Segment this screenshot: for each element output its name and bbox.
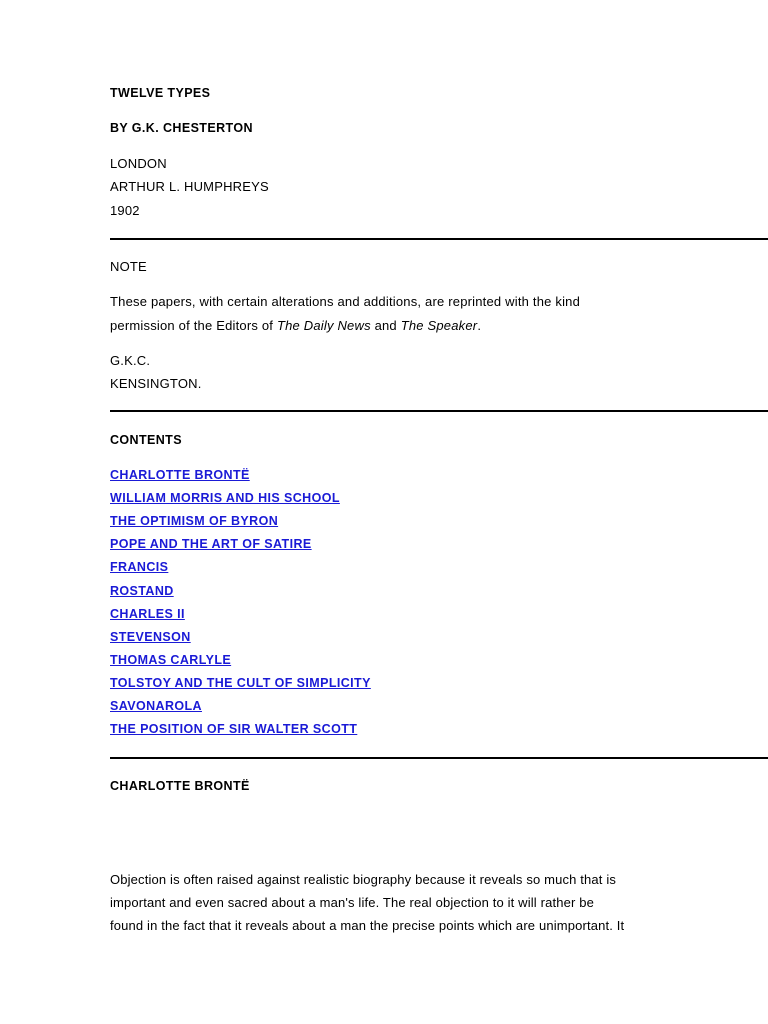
publication-daily-news: The Daily News bbox=[276, 318, 371, 333]
toc-link-optimism-of-byron[interactable]: THE OPTIMISM OF BYRON bbox=[110, 514, 279, 528]
paragraph-line: found in the fact that it reveals about a man the precise points which are unimportant. It bbox=[110, 918, 625, 933]
imprint-year: 1902 bbox=[110, 203, 140, 218]
toc-link-william-morris[interactable]: WILLIAM MORRIS AND HIS SCHOOL bbox=[110, 491, 340, 505]
horizontal-rule bbox=[110, 757, 768, 759]
horizontal-rule bbox=[110, 410, 768, 412]
paragraph-line: Objection is often raised against realistic biography because it reveals so much that is bbox=[110, 872, 617, 887]
author-line: BY G.K. CHESTERTON bbox=[110, 121, 253, 135]
toc-link-charles-ii[interactable]: CHARLES II bbox=[110, 607, 185, 621]
note-heading: NOTE bbox=[110, 259, 147, 274]
note-text-line-1: These papers, with certain alterations and additions, are reprinted with the kind bbox=[110, 294, 581, 309]
imprint-city: LONDON bbox=[110, 156, 167, 171]
note-text-line-2 bbox=[110, 318, 481, 333]
book-title: TWELVE TYPES bbox=[110, 86, 211, 100]
note-text-prefix: permission of the Editors of bbox=[110, 318, 277, 333]
toc-link-tolstoy[interactable]: TOLSTOY AND THE CULT OF SIMPLICITY bbox=[110, 676, 371, 690]
imprint-publisher: ARTHUR L. HUMPHREYS bbox=[110, 179, 269, 194]
toc-link-pope-and-satire[interactable]: POPE AND THE ART OF SATIRE bbox=[110, 537, 312, 551]
chapter-heading: CHARLOTTE BRONTË bbox=[110, 779, 250, 793]
paragraph-line: important and even sacred about a man's life. The real objection to it will rather be bbox=[110, 895, 594, 910]
toc-link-thomas-carlyle[interactable]: THOMAS CARLYLE bbox=[110, 653, 232, 667]
horizontal-rule bbox=[110, 238, 768, 240]
toc-link-savonarola[interactable]: SAVONAROLA bbox=[110, 699, 202, 713]
note-text-suffix: . bbox=[477, 318, 482, 333]
note-text-and: and bbox=[370, 318, 401, 333]
publication-speaker: The Speaker bbox=[400, 318, 478, 333]
toc-link-francis[interactable]: FRANCIS bbox=[110, 560, 169, 574]
toc-link-sir-walter-scott[interactable]: THE POSITION OF SIR WALTER SCOTT bbox=[110, 722, 358, 736]
toc-link-rostand[interactable]: ROSTAND bbox=[110, 584, 174, 598]
toc-link-charlotte-bronte[interactable]: CHARLOTTE BRONTË bbox=[110, 468, 250, 482]
note-signature: G.K.C. bbox=[110, 353, 151, 368]
contents-heading: CONTENTS bbox=[110, 433, 182, 447]
note-place: KENSINGTON. bbox=[110, 376, 202, 391]
toc-link-stevenson[interactable]: STEVENSON bbox=[110, 630, 191, 644]
